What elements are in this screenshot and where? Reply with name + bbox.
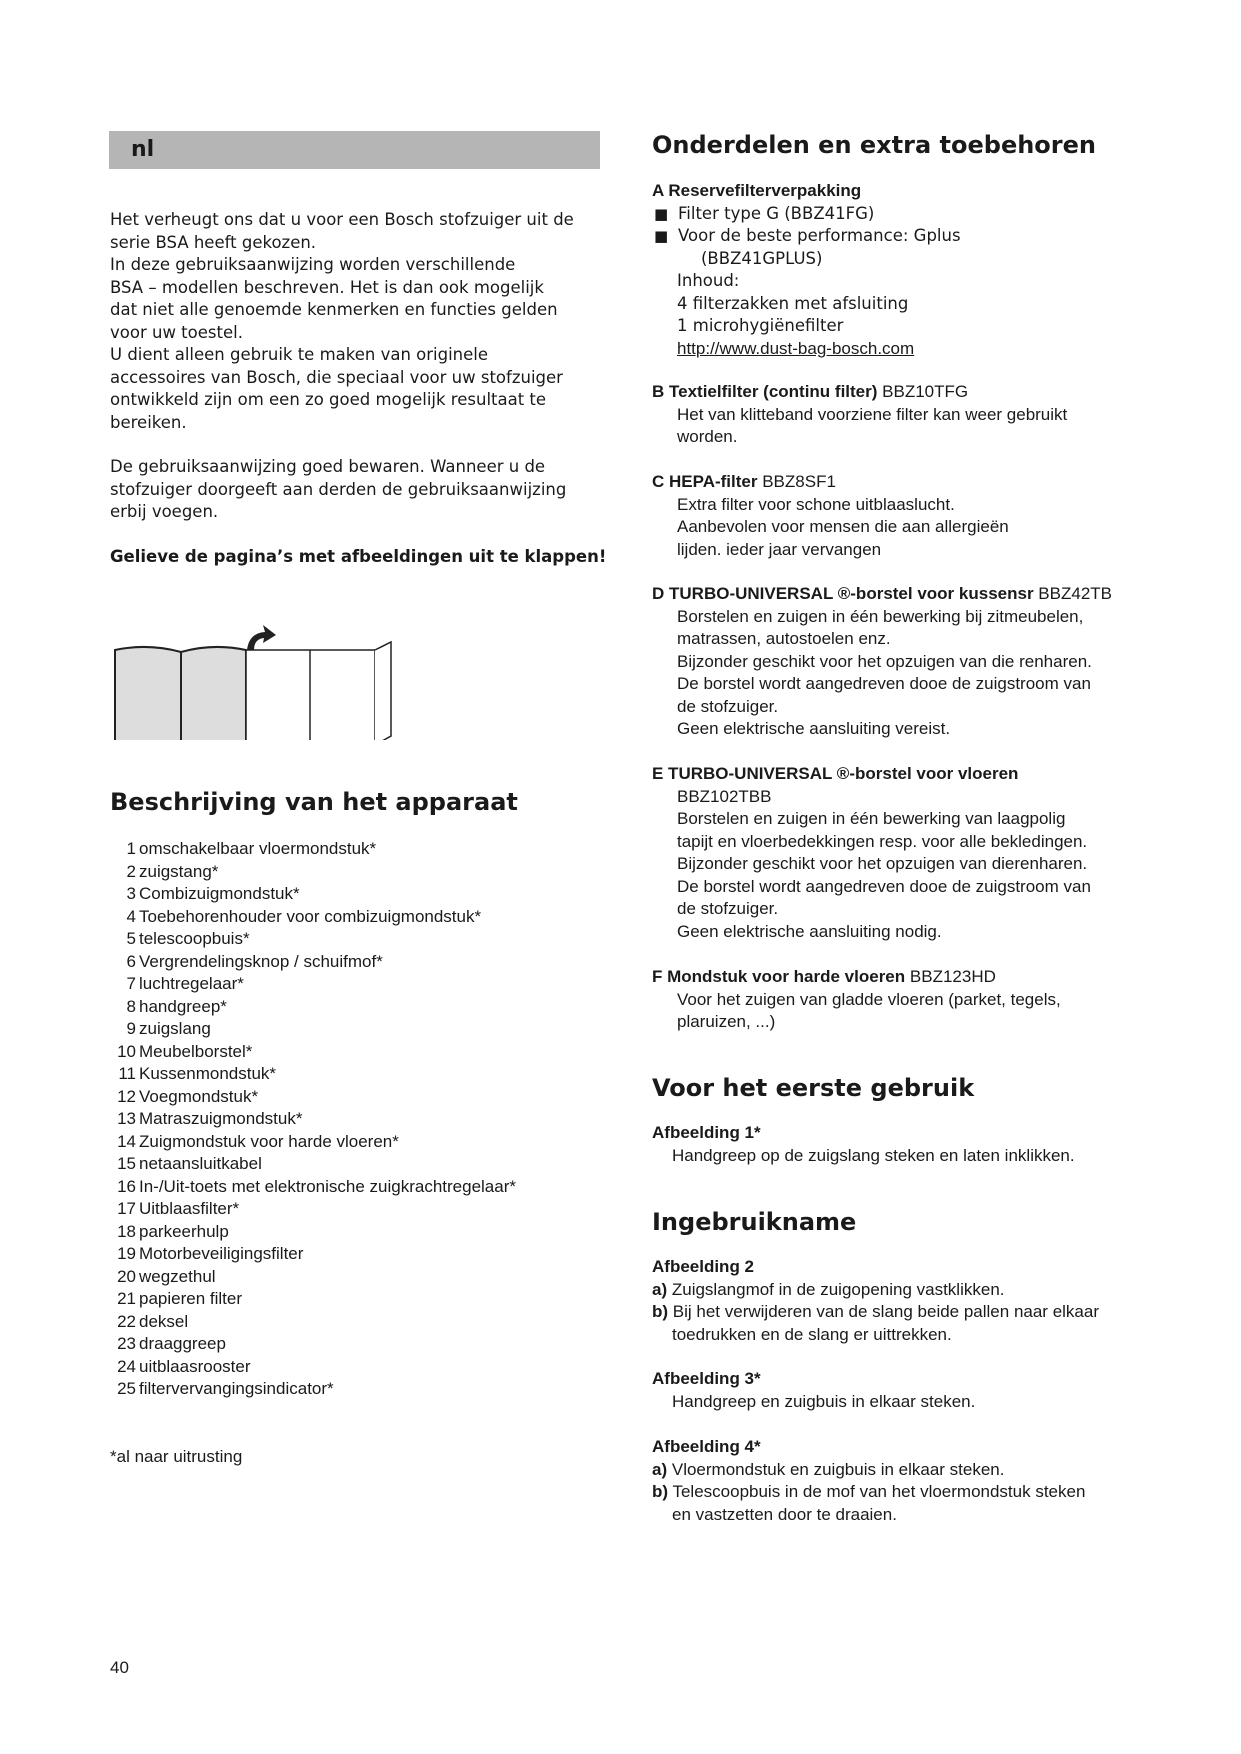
list-item xyxy=(110,996,516,1019)
intro-text xyxy=(110,209,610,434)
text-line: De gebruiksaanwijzing goed bewaren. Wanneer u de xyxy=(110,457,546,476)
list-item xyxy=(110,1041,516,1064)
figure-heading: Afbeelding 3* xyxy=(652,1369,761,1388)
text-line: Het verheugt ons dat u voor een Bosch stofzuiger uit de xyxy=(110,210,574,229)
item-number: 3 xyxy=(126,884,136,903)
item-label: papieren filter xyxy=(139,1289,243,1308)
accessory-name: D TURBO-UNIVERSAL ®-borstel voor kussensr xyxy=(652,584,1034,603)
item-label: deksel xyxy=(139,1311,189,1331)
accessory-name: F Mondstuk voor harde vloeren xyxy=(652,967,906,986)
step-label: a) xyxy=(652,1459,668,1479)
section-title-accessories: Onderdelen en extra toebehoren xyxy=(652,131,1096,159)
text-line: 4 filterzakken met afsluiting xyxy=(677,293,909,313)
text-line: BSA – modellen beschreven. Het is dan ook mogelijk xyxy=(110,277,544,297)
list-item xyxy=(110,1131,516,1154)
item-number: 18 xyxy=(117,1221,136,1241)
text-line: bereiken. xyxy=(110,412,187,432)
afbeelding-4 xyxy=(652,1436,1085,1526)
item-number: 19 xyxy=(117,1244,136,1263)
item-label: Matraszuigmondstuk* xyxy=(139,1109,303,1128)
figure-heading: Afbeelding 1* xyxy=(652,1123,761,1142)
instruction-text: Vloermondstuk en zuigbuis in elkaar steken. xyxy=(671,1459,1005,1479)
text-line: Geen elektrische aansluiting nodig. xyxy=(677,921,942,941)
text-line: serie BSA heeft gekozen. xyxy=(110,232,317,252)
arrow-icon xyxy=(247,625,276,650)
item-label: wegzethul xyxy=(139,1266,216,1286)
item-label: netaansluitkabel xyxy=(139,1154,262,1173)
accessory-code: BBZ10TFG xyxy=(882,382,969,401)
list-item xyxy=(110,1378,516,1401)
accessory-name: E TURBO-UNIVERSAL ®-borstel voor vloeren xyxy=(652,764,1019,783)
list-item xyxy=(110,1288,516,1311)
list-item xyxy=(110,1243,516,1266)
language-bar xyxy=(109,131,600,169)
text-line: Borstelen en zuigen in één bewerking bij zitmeubelen, xyxy=(677,606,1084,626)
item-number: 15 xyxy=(117,1154,136,1173)
text-line: De borstel wordt aangedreven dooe de zuigstroom van xyxy=(677,876,1091,896)
accessory-e xyxy=(652,763,1212,943)
item-label: Zuigmondstuk voor harde vloeren* xyxy=(139,1131,399,1151)
list-item xyxy=(110,906,516,929)
item-number: 22 xyxy=(117,1311,136,1331)
text-line: tapijt en vloerbedekkingen resp. voor alle bekledingen. xyxy=(677,831,1088,851)
text-line: worden. xyxy=(677,427,738,446)
item-number: 24 xyxy=(117,1356,136,1376)
item-label: zuigslang xyxy=(139,1019,211,1038)
dust-bag-link[interactable]: http://www.dust-bag-bosch.com xyxy=(677,338,915,358)
text-line: Het van klitteband voorziene filter kan weer gebruikt xyxy=(677,404,1068,424)
accessory-heading: A Reservefilterverpakking xyxy=(652,181,862,200)
item-number: 4 xyxy=(126,906,136,926)
figure-heading: Afbeelding 2 xyxy=(652,1257,755,1276)
item-label: In-/Uit-toets met elektronische zuigkrachtregelaar* xyxy=(139,1176,516,1196)
text-line: ontwikkeld zijn om een zo goed mogelijk resultaat te xyxy=(110,390,547,409)
step-label: b) xyxy=(652,1482,669,1501)
item-number: 17 xyxy=(117,1199,136,1218)
afbeelding-2 xyxy=(652,1256,1099,1346)
accessory-heading xyxy=(652,381,1212,404)
item-number: 14 xyxy=(117,1131,136,1151)
accessory-code: BBZ42TB xyxy=(1038,584,1112,603)
list-item xyxy=(110,1108,516,1131)
text-line: Extra filter voor schone uitblaaslucht. xyxy=(677,494,955,514)
afbeelding-3 xyxy=(652,1368,975,1413)
text-line: 1 microhygiënefilter xyxy=(677,316,844,335)
accessory-name: C HEPA-filter xyxy=(652,472,758,491)
fold-out-book-illustration xyxy=(113,615,403,740)
text-line: Bijzonder geschikt voor het opzuigen van die renharen. xyxy=(677,651,1092,671)
item-label: Toebehorenhouder voor combizuigmondstuk* xyxy=(139,906,482,926)
accessory-heading xyxy=(652,583,1212,606)
accessory-heading xyxy=(652,966,1212,989)
text-line: lijden. ieder jaar vervangen xyxy=(677,539,882,559)
bullet-item: ■ Voor de beste performance: Gplus xyxy=(652,225,1192,248)
list-item xyxy=(110,1018,516,1041)
item-number: 20 xyxy=(117,1266,136,1286)
item-label: Vergrendelingsknop / schuifmof* xyxy=(139,951,383,971)
item-label: Meubelborstel* xyxy=(139,1041,253,1061)
text-line: erbij voegen. xyxy=(110,502,219,521)
text-line: accessoires van Bosch, die speciaal voor uw stofzuiger xyxy=(110,367,563,387)
item-label: Uitblaasfilter* xyxy=(139,1199,240,1218)
item-number: 25 xyxy=(117,1379,136,1398)
text-line: matrassen, autostoelen enz. xyxy=(677,629,891,648)
list-item xyxy=(110,1221,516,1244)
footnote: *al naar uitrusting xyxy=(110,1447,243,1466)
text-line: U dient alleen gebruik te maken van originele xyxy=(110,345,489,364)
text-line: stofzuiger doorgeeft aan derden de gebruiksaanwijzing xyxy=(110,479,567,499)
text-line: dat niet alle genoemde kenmerken en functies gelden xyxy=(110,300,558,319)
item-number: 21 xyxy=(117,1289,136,1308)
language-code: nl xyxy=(131,137,155,162)
text-line: In deze gebruiksaanwijzing worden verschillende xyxy=(110,255,516,274)
step-label: b) xyxy=(652,1302,669,1321)
text-line: Voor het zuigen van gladde vloeren (parket, tegels, xyxy=(677,989,1061,1009)
accessory-name: B Textielfilter (continu filter) xyxy=(652,382,878,401)
item-number: 8 xyxy=(126,996,136,1016)
list-item xyxy=(110,973,516,996)
item-label: Motorbeveiligingsfilter xyxy=(139,1244,304,1263)
text-line: De borstel wordt aangedreven dooe de zuigstroom van xyxy=(677,674,1091,693)
text-line: plaruizen, ...) xyxy=(677,1012,776,1031)
list-item xyxy=(110,1198,516,1221)
accessory-f xyxy=(652,966,1212,1034)
item-number: 6 xyxy=(126,951,136,971)
item-label: handgreep* xyxy=(139,996,227,1016)
section-title-operation: Ingebruikname xyxy=(652,1208,857,1236)
list-item xyxy=(110,1266,516,1289)
accessory-a xyxy=(652,180,1192,360)
accessory-code: BBZ8SF1 xyxy=(762,472,836,491)
item-number: 9 xyxy=(126,1019,136,1038)
instruction-text: Zuigslangmof in de zuigopening vastklikken. xyxy=(671,1279,1005,1299)
item-number: 11 xyxy=(118,1064,136,1083)
instruction-text: Handgreep en zuigbuis in elkaar steken. xyxy=(672,1391,976,1411)
bullet-item: ■ Filter type G (BBZ41FG) xyxy=(652,203,1192,226)
item-number: 7 xyxy=(126,974,136,993)
list-item xyxy=(110,1333,516,1356)
text-line: Borstelen en zuigen in één bewerking van laagpolig xyxy=(677,809,1066,828)
item-number: 5 xyxy=(126,929,136,948)
item-number: 13 xyxy=(117,1109,136,1128)
item-label: luchtregelaar* xyxy=(139,974,244,993)
item-number: 12 xyxy=(117,1086,136,1106)
list-item xyxy=(110,1153,516,1176)
fold-out-note: Gelieve de pagina’s met afbeeldingen uit te klappen! xyxy=(110,547,607,566)
figure-heading: Afbeelding 4* xyxy=(652,1437,761,1456)
item-label: Kussenmondstuk* xyxy=(139,1064,277,1083)
instruction-text: en vastzetten door te draaien. xyxy=(672,1504,897,1524)
text-line: de stofzuiger. xyxy=(677,899,779,918)
list-item xyxy=(110,1063,516,1086)
accessory-code: BBZ123HD xyxy=(909,967,996,986)
page-number: 40 xyxy=(110,1658,129,1677)
instruction-text: Bij het verwijderen van de slang beide pallen naar elkaar xyxy=(672,1302,1099,1321)
accessory-code: BBZ102TBB xyxy=(677,786,772,806)
text-line: Bijzonder geschikt voor het opzuigen van dierenharen. xyxy=(677,854,1088,873)
item-label: Combizuigmondstuk* xyxy=(139,884,300,903)
accessory-d xyxy=(652,583,1212,741)
parts-list xyxy=(110,838,516,1401)
list-item xyxy=(110,861,516,884)
list-item xyxy=(110,883,516,906)
instruction-text: Handgreep op de zuigslang steken en laten inklikken. xyxy=(672,1145,1075,1165)
item-number: 2 xyxy=(126,861,136,881)
text-line: Inhoud: xyxy=(677,271,740,290)
instruction-text: Telescoopbuis in de mof van het vloermondstuk steken xyxy=(672,1482,1086,1501)
accessory-b xyxy=(652,381,1212,449)
list-item xyxy=(110,838,516,861)
step-label: a) xyxy=(652,1279,668,1299)
bullet-continuation: (BBZ41GPLUS) xyxy=(701,248,823,268)
text-line: Geen elektrische aansluiting vereist. xyxy=(677,719,951,738)
accessory-heading xyxy=(652,763,1212,786)
text-line: Aanbevolen voor mensen die aan allergieën xyxy=(677,517,1009,536)
item-number: 10 xyxy=(117,1041,136,1061)
accessory-c xyxy=(652,471,1212,561)
list-item xyxy=(110,1176,516,1199)
list-item xyxy=(110,951,516,974)
item-number: 23 xyxy=(117,1334,136,1353)
item-label: omschakelbaar vloermondstuk* xyxy=(139,839,377,858)
item-label: zuigstang* xyxy=(139,861,219,881)
text-line: voor uw toestel. xyxy=(110,322,243,342)
item-number: 16 xyxy=(117,1176,136,1196)
section-title-first-use: Voor het eerste gebruik xyxy=(652,1074,975,1102)
keep-manual-text xyxy=(110,456,610,524)
list-item xyxy=(110,1086,516,1109)
list-item xyxy=(110,928,516,951)
item-label: Voegmondstuk* xyxy=(139,1086,259,1106)
item-label: telescoopbuis* xyxy=(139,929,250,948)
instruction-text: toedrukken en de slang er uittrekken. xyxy=(672,1324,952,1344)
list-item xyxy=(110,1356,516,1379)
item-label: filtervervangingsindicator* xyxy=(139,1379,334,1398)
section-title-description: Beschrijving van het apparaat xyxy=(110,788,518,816)
item-label: parkeerhulp xyxy=(139,1221,229,1241)
list-item xyxy=(110,1311,516,1334)
item-label: draaggreep xyxy=(139,1334,226,1353)
item-number: 1 xyxy=(126,839,136,858)
accessory-heading xyxy=(652,471,1212,494)
item-label: uitblaasrooster xyxy=(139,1356,251,1376)
text-line: de stofzuiger. xyxy=(677,696,779,716)
afbeelding-1 xyxy=(652,1122,1075,1167)
